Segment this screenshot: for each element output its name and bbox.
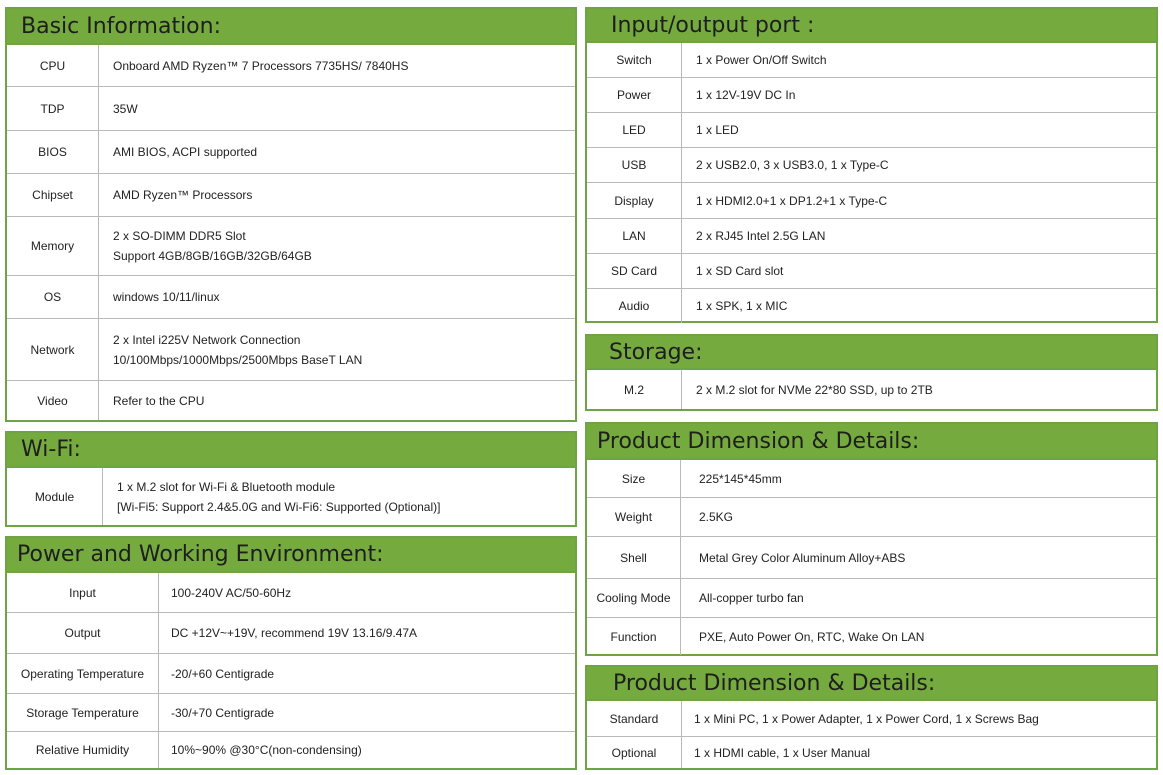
value-text: PXE, Auto Power On, RTC, Wake On LAN: [699, 629, 925, 644]
row-value: [159, 694, 274, 731]
value-text: 2 x USB2.0, 3 x USB3.0, 1 x Type-C: [696, 158, 889, 172]
basic-information-table: [7, 45, 575, 420]
table-row: [587, 78, 1156, 113]
table-row: [7, 381, 575, 420]
row-value: [681, 579, 804, 617]
row-label: Input: [7, 573, 159, 612]
row-label: Memory: [7, 217, 99, 275]
row-label: TDP: [7, 87, 99, 130]
row-value: [99, 87, 138, 130]
row-label: Network: [7, 319, 99, 380]
value-text: 1 x HDMI2.0+1 x DP1.2+1 x Type-C: [696, 193, 888, 208]
value-text: 1 x LED: [696, 123, 739, 137]
table-row: [587, 183, 1156, 219]
table-row: [587, 701, 1156, 737]
row-value: [681, 618, 924, 655]
row-value: [682, 148, 889, 182]
row-value: [99, 174, 252, 216]
basic-information-panel: [5, 7, 577, 422]
power-environment-header: [7, 538, 575, 573]
table-row: [587, 254, 1156, 289]
row-value: [682, 219, 825, 253]
row-value: [99, 381, 204, 420]
row-value: [99, 131, 257, 173]
value-text: 1 x HDMI cable, 1 x User Manual: [694, 745, 871, 760]
table-row: [7, 276, 575, 319]
row-label: Video: [7, 381, 99, 420]
row-value: [99, 276, 220, 318]
row-value: [99, 45, 408, 86]
row-value: [99, 319, 362, 380]
value-text: 35W: [113, 101, 138, 116]
table-row: [587, 618, 1156, 655]
row-label: USB: [587, 148, 682, 182]
value-text: 2 x RJ45 Intel 2.5G LAN: [696, 229, 826, 243]
row-value: [159, 573, 291, 612]
row-label: Shell: [587, 537, 681, 578]
row-value: [681, 498, 733, 536]
dimension-panel: [585, 422, 1158, 656]
row-label: Display: [587, 183, 682, 218]
table-row: [587, 537, 1156, 579]
table-row: [7, 45, 575, 87]
table-row: [587, 43, 1156, 78]
value-text: 1 x Mini PC, 1 x Power Adapter, 1 x Power Cord, 1 x Screws Bag: [694, 711, 1039, 726]
row-value: [682, 183, 887, 218]
wifi-header: [7, 433, 575, 468]
table-row: [7, 217, 575, 276]
power-environment-title: Power and Working Environment:: [17, 542, 384, 567]
io-port-title: Input/output port :: [611, 12, 815, 38]
value-text: 1 x Power On/Off Switch: [696, 53, 827, 67]
value-text: AMD Ryzen™ Processors: [113, 188, 253, 202]
package-title: Product Dimension & Details:: [613, 670, 936, 696]
row-value: [682, 254, 783, 288]
row-value: [682, 737, 870, 768]
value-text: 2.5KG: [699, 510, 734, 524]
row-value: [682, 289, 787, 323]
row-label: Size: [587, 460, 681, 497]
row-label: Power: [587, 78, 682, 112]
power-environment-panel: [5, 536, 577, 770]
row-label: Function: [587, 618, 681, 655]
row-label: Audio: [587, 289, 682, 323]
row-label: Operating Temperature: [7, 654, 159, 693]
table-row: [587, 579, 1156, 618]
table-row: [7, 654, 575, 694]
row-label: CPU: [7, 45, 99, 86]
table-row: [587, 737, 1156, 768]
value-text: All-copper turbo fan: [699, 591, 804, 605]
value-text: windows 10/11/linux: [113, 290, 220, 304]
package-header: [587, 667, 1156, 701]
value-text: -30/+70 Centigrade: [171, 705, 275, 720]
table-row: [587, 289, 1156, 323]
package-table: [587, 701, 1156, 768]
row-value: [99, 217, 312, 275]
table-row: [587, 219, 1156, 254]
storage-header: [587, 336, 1156, 370]
table-row: [7, 319, 575, 381]
table-row: [7, 573, 575, 613]
table-row: [7, 174, 575, 217]
row-value: [682, 113, 739, 147]
value-line: 2 x SO-DIMM DDR5 Slot: [113, 229, 246, 243]
row-value: [682, 78, 795, 112]
io-port-table: [587, 43, 1156, 323]
row-label: Module: [7, 468, 103, 525]
basic-information-header: [7, 9, 575, 45]
row-value: [159, 654, 274, 693]
table-row: [7, 87, 575, 131]
basic-information-title: Basic Information:: [21, 13, 221, 39]
value-text: Refer to the CPU: [113, 393, 205, 408]
table-row: [587, 460, 1156, 498]
row-label: LED: [587, 113, 682, 147]
value-text: 100-240V AC/50-60Hz: [171, 585, 292, 600]
io-port-header: [587, 9, 1156, 43]
row-value: [159, 613, 417, 653]
table-row: [587, 498, 1156, 537]
wifi-table: [7, 468, 575, 525]
storage-title: Storage:: [609, 339, 703, 365]
value-text: -20/+60 Centigrade: [171, 666, 275, 681]
row-label: SD Card: [587, 254, 682, 288]
row-value: [681, 460, 782, 497]
value-line: 10/100Mbps/1000Mbps/2500Mbps BaseT LAN: [113, 352, 363, 367]
value-text: 1 x SPK, 1 x MIC: [696, 299, 788, 313]
value-line: [Wi-Fi5: Support 2.4&5.0G and Wi-Fi6: Supported (Optional)]: [117, 499, 441, 514]
row-label: Relative Humidity: [7, 732, 159, 768]
table-row: [587, 113, 1156, 148]
value-line: Support 4GB/8GB/16GB/32GB/64GB: [113, 249, 312, 263]
row-label: Chipset: [7, 174, 99, 216]
value-text: 10%~90% @30°C(non-condensing): [171, 743, 362, 757]
value-line: 2 x Intel i225V Network Connection: [113, 332, 301, 347]
row-value: [159, 732, 362, 768]
table-row: [587, 148, 1156, 183]
storage-table: [587, 370, 1156, 409]
table-row: [7, 732, 575, 768]
row-label: Standard: [587, 701, 682, 736]
row-label: LAN: [587, 219, 682, 253]
value-text: Onboard AMD Ryzen™ 7 Processors 7735HS/ 7840HS: [113, 58, 409, 73]
row-value: [681, 537, 905, 578]
table-row: [7, 468, 575, 525]
row-label: BIOS: [7, 131, 99, 173]
value-text: 2 x M.2 slot for NVMe 22*80 SSD, up to 2TB: [696, 382, 933, 397]
row-label: Storage Temperature: [7, 694, 159, 731]
dimension-table: [587, 460, 1156, 655]
io-port-panel: [585, 7, 1158, 323]
power-environment-table: [7, 573, 575, 768]
wifi-panel: [5, 431, 577, 527]
row-label: Output: [7, 613, 159, 653]
table-row: [7, 694, 575, 732]
value-text: 1 x 12V-19V DC In: [696, 88, 796, 102]
dimension-header: [587, 424, 1156, 460]
wifi-title: Wi-Fi:: [21, 437, 81, 462]
value-text: Metal Grey Color Aluminum Alloy+ABS: [699, 550, 906, 565]
row-value: [682, 701, 1039, 736]
table-row: [587, 370, 1156, 409]
value-line: 1 x M.2 slot for Wi-Fi & Bluetooth module: [117, 479, 336, 494]
row-label: Weight: [587, 498, 681, 536]
row-label: Optional: [587, 737, 682, 768]
row-label: Switch: [587, 43, 682, 77]
value-text: 225*145*45mm: [699, 471, 782, 486]
value-text: 1 x SD Card slot: [696, 264, 784, 278]
package-panel: [585, 665, 1158, 770]
row-label: OS: [7, 276, 99, 318]
table-row: [7, 613, 575, 654]
value-text: AMI BIOS, ACPI supported: [113, 145, 258, 159]
dimension-title: Product Dimension & Details:: [597, 428, 920, 454]
row-value: [682, 43, 827, 77]
row-label: M.2: [587, 370, 682, 409]
table-row: [7, 131, 575, 174]
row-label: Cooling Mode: [587, 579, 681, 617]
row-value: [103, 468, 440, 525]
row-value: [682, 370, 933, 409]
value-text: DC +12V~+19V, recommend 19V 13.16/9.47A: [171, 626, 418, 640]
storage-panel: [585, 334, 1158, 411]
